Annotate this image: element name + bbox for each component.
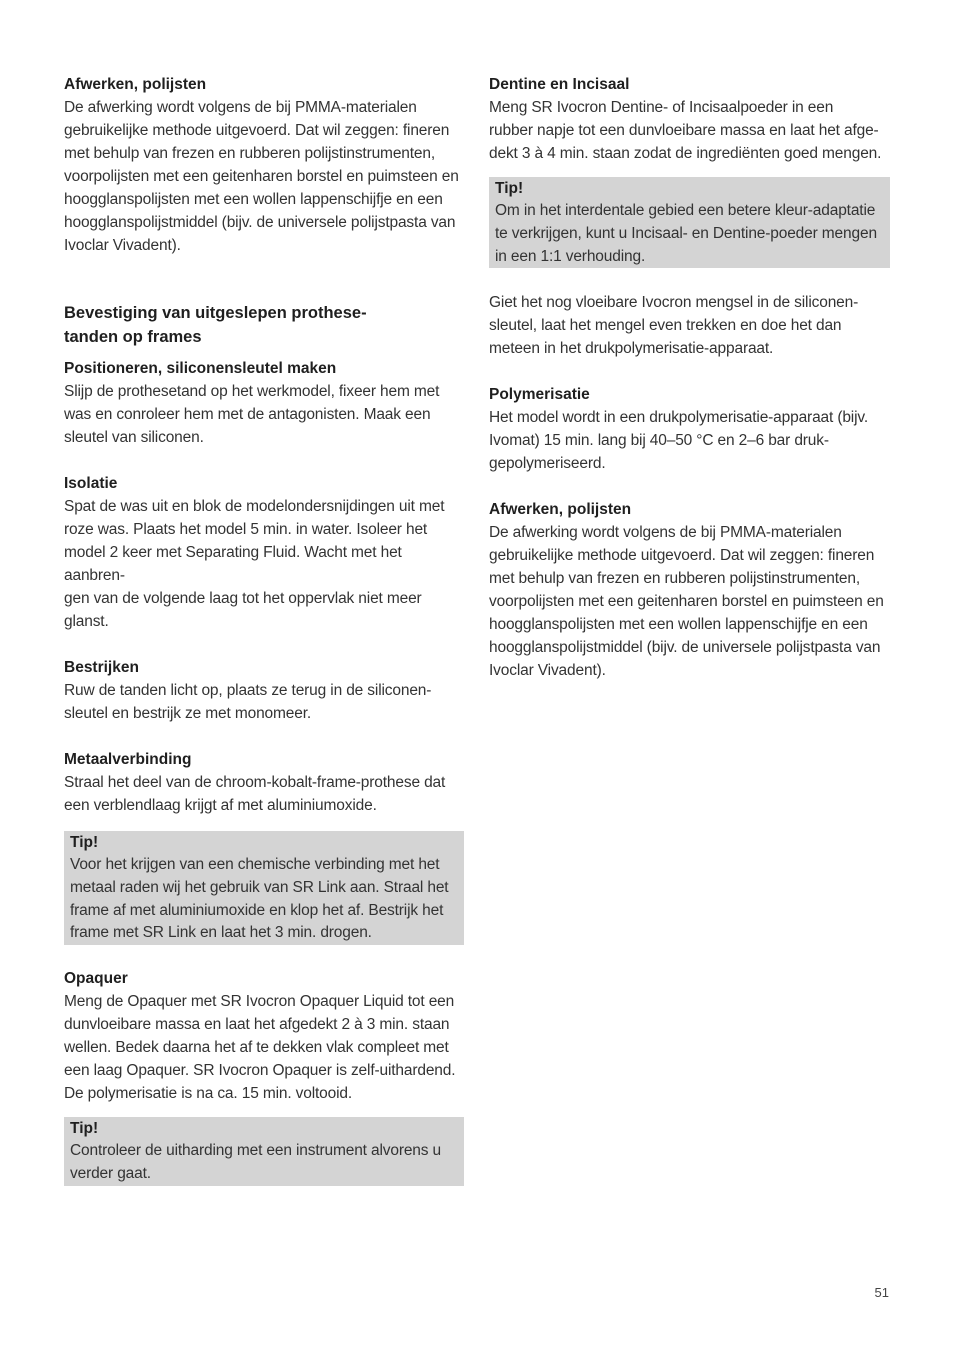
section-heading: Isolatie: [64, 475, 118, 492]
section-heading: Polymerisatie: [489, 386, 590, 404]
tip-text: Om in het interdentale gebied een betere kleur-adaptatie te verkrijgen, kunt u Incisaal- en Dentine-poeder mengen in een 1:1 verhouding.: [495, 202, 877, 265]
section-coating: [64, 656, 464, 725]
section-heading: Positioneren, siliconensleutel maken: [64, 360, 337, 377]
tip-heading: Tip!: [70, 834, 99, 851]
section-finishing-polishing-left: [64, 73, 464, 257]
section-polymerisation: [489, 383, 890, 475]
tip-heading: Tip!: [70, 1120, 99, 1138]
page-number: 51: [874, 1285, 889, 1300]
tip-box-color-adaptation: [489, 177, 890, 268]
section-heading: Dentine en Incisaal: [489, 76, 630, 93]
section-dentine-incisal: [489, 73, 890, 165]
section-isolation: [64, 472, 464, 633]
pour-paragraph: Giet het nog vloeibare Ivocron mengsel in de siliconen- sleutel, laat het mengel even trekken en doe het dan meteen in het drukpolymerisatie-apparaat.: [489, 294, 859, 358]
section-text: Straal het deel van de chroom-kobalt-frame-prothese dat een verblendlaag krijgt af met aluminiumoxide.: [64, 774, 446, 814]
section-text: Slijp de prothesetand op het werkmodel, fixeer hem met was en conroleer hem met de antagonisten. Maak een sleutel van siliconen.: [64, 383, 440, 446]
tip-text: Controleer de uitharding met een instrument alvorens u verder gaat.: [70, 1142, 441, 1182]
section-metal-bond: [64, 748, 464, 817]
section-text: Het model wordt in een drukpolymerisatie-apparaat (bijv. Ivomat) 15 min. lang bij 40–50 °C en 2–6 bar druk- gepolymeriseerd.: [489, 409, 868, 473]
section-text: De afwerking wordt volgens de bij PMMA-materialen gebruikelijke methode uitgevoerd. Dat wil zeggen: fineren met behulp van frezen en rubberen polijstinstrumenten, voorpolijsten met een geitenharen borstel en puimsteen en hoogglanspolijsten met een wollen lappenschijfje en een hoogglanspolijstmiddel (bijv. de universele polijstpasta van Ivoclar Vivadent).: [489, 524, 884, 680]
section-title: Bevestiging van uitgeslepen prothese- tanden op frames: [64, 304, 367, 346]
section-text: Meng de Opaquer met SR Ivocron Opaquer Liquid tot een dunvloeibare massa en laat het afgedekt 2 à 3 min. staan wellen. Bedek daarna het af te dekken vlak compleet met een laag Opaquer. SR Ivocron Opaquer is zelf-uithardend. De polymerisatie is na ca. 15 min. voltooid.: [64, 993, 456, 1103]
tip-box-sr-link: [64, 831, 464, 945]
section-text: Meng SR Ivocron Dentine- of Incisaalpoeder in een rubber napje tot een dunvloeibare massa en laat het afge- dekt 3 à 4 min. staan zodat de ingrediënten goed mengen.: [489, 99, 882, 162]
tip-box-curing: [64, 1117, 464, 1186]
section-heading: Metaalverbinding: [64, 751, 192, 768]
left-column: [64, 73, 464, 1186]
section-text: Ruw de tanden licht op, plaats ze terug in de siliconen- sleutel en bestrijk ze met monomeer.: [64, 682, 432, 722]
section-heading: Afwerken, polijsten: [489, 501, 632, 519]
section-heading: Bestrijken: [64, 659, 139, 676]
section-opaquer: [64, 967, 464, 1105]
tip-text: Voor het krijgen van een chemische verbinding met het metaal raden wij het gebruik van SR Link aan. Straal het frame af met aluminiumoxide en klop het af. Bestrijk het frame met SR Link en laat het 3 min. drogen.: [70, 856, 449, 942]
section-finishing-polishing-right: [489, 498, 890, 682]
section-heading: Opaquer: [64, 970, 128, 988]
right-column: [489, 73, 890, 682]
tip-heading: Tip!: [495, 180, 524, 197]
section-heading: Afwerken, polijsten: [64, 76, 207, 93]
section-text: Spat de was uit en blok de modelondersnijdingen uit met roze was. Plaats het model 5 min. in water. Isoleer het model 2 keer met Separating Fluid. Wacht met het aanbren- gen van de volgende laag tot het oppervlak niet meer glanst.: [64, 498, 445, 630]
section-text: De afwerking wordt volgens de bij PMMA-materialen gebruikelijke methode uitgevoerd. Dat wil zeggen: fineren met behulp van frezen en rubberen polijstinstrumenten, voorpolijsten met een geitenharen borstel en puimsteen en hoogglanspolijsten met een wollen lappenschijfje en een hoogglanspolijstmiddel (bijv. de universele polijstpasta van Ivoclar Vivadent).: [64, 99, 459, 254]
section-positioning: [64, 357, 464, 449]
